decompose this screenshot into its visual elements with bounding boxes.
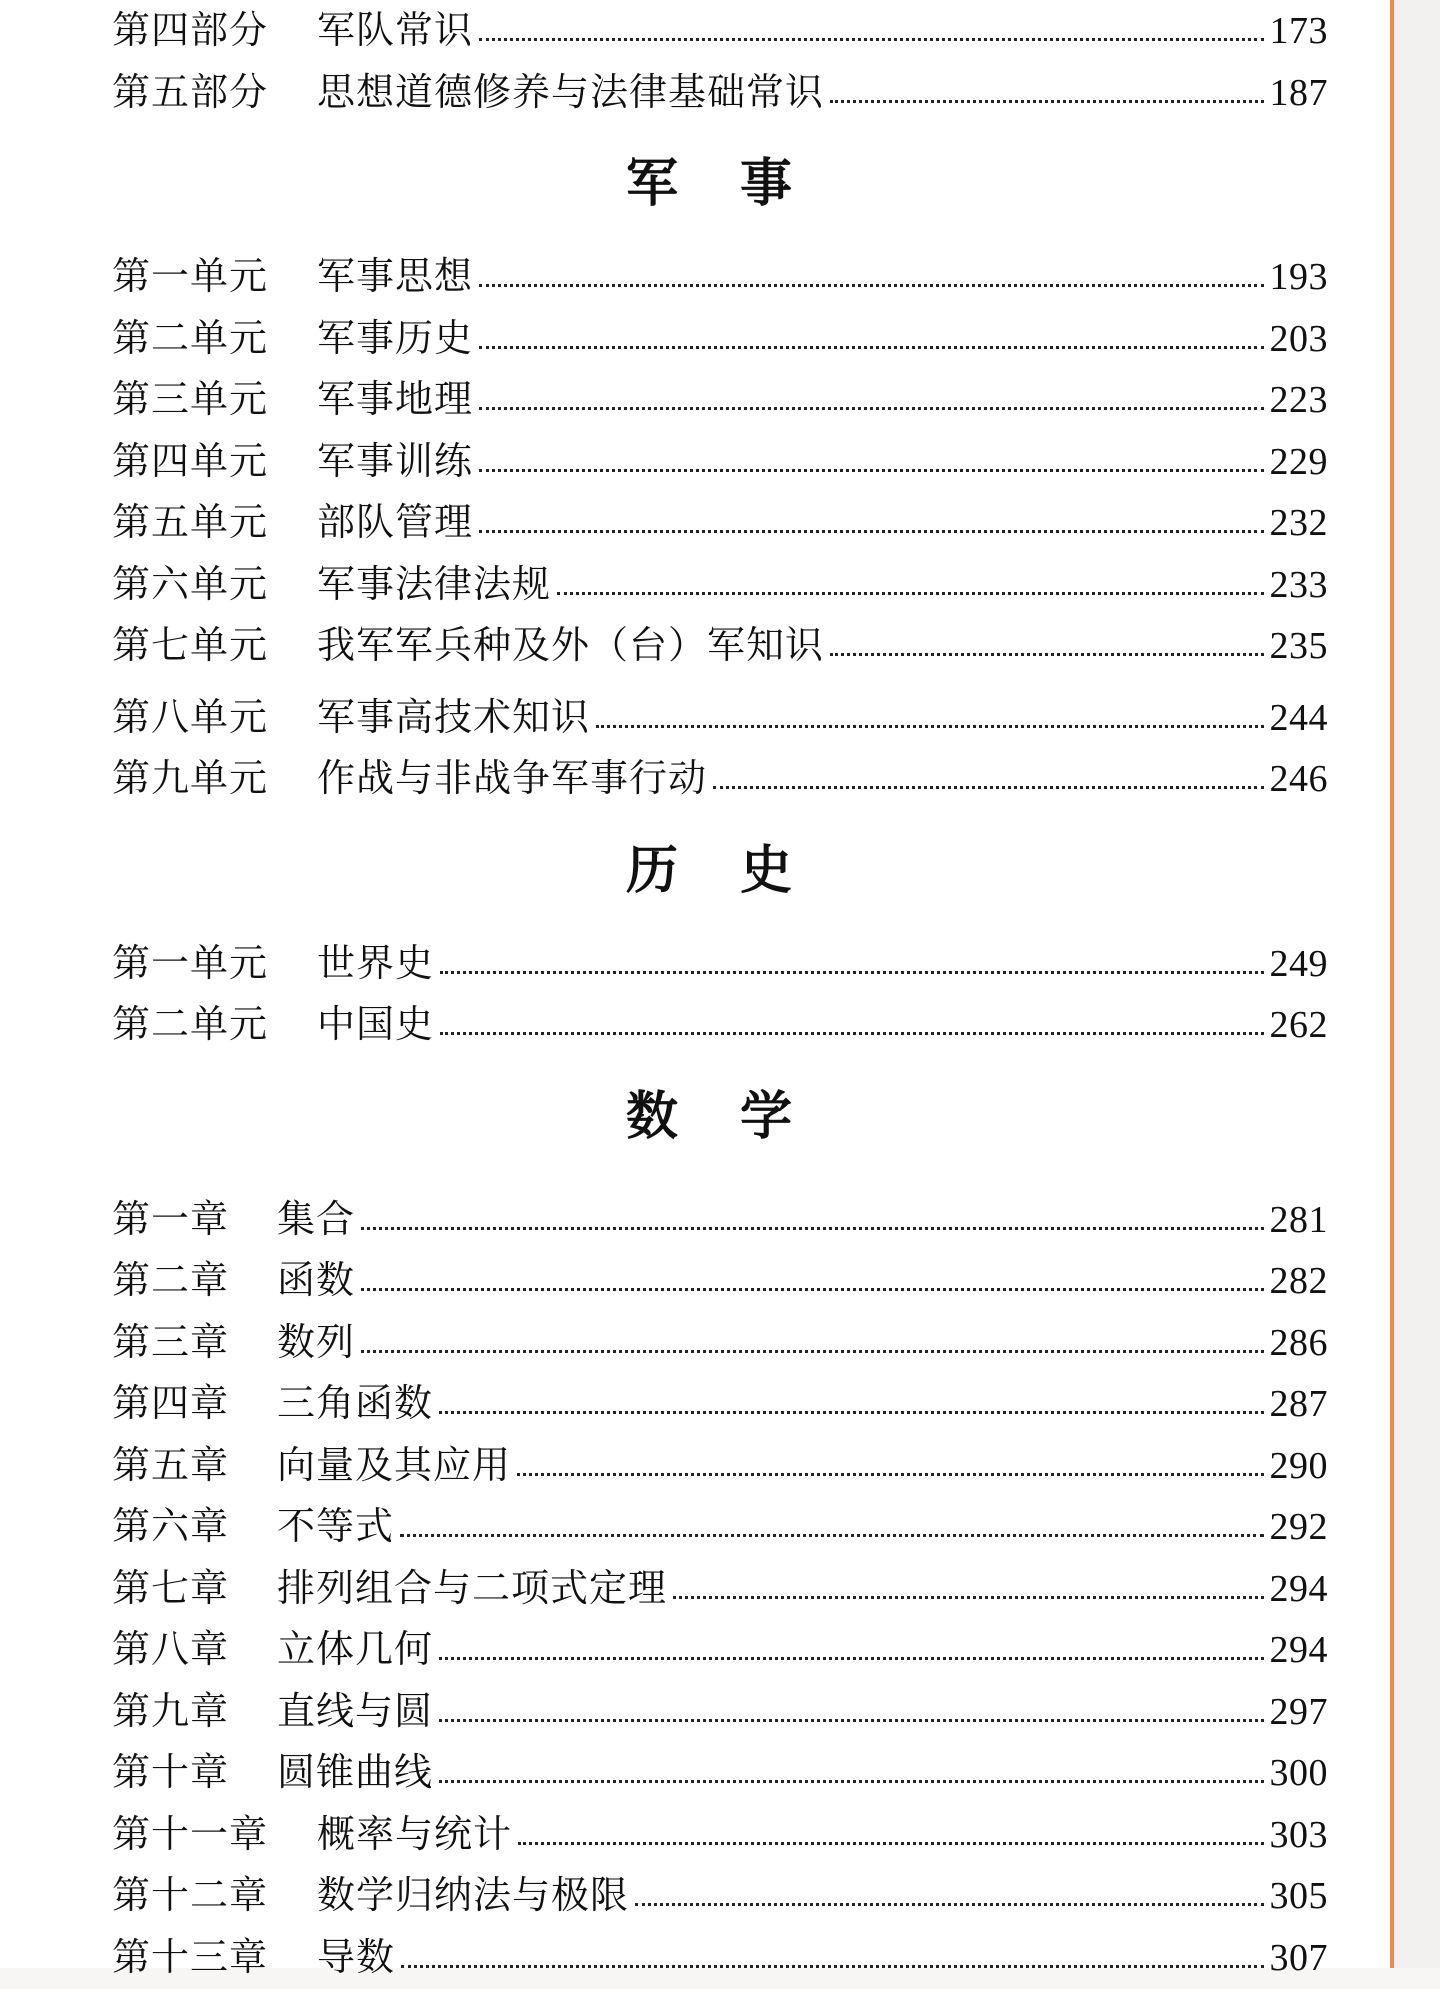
- toc-entry-page: 282: [1270, 1251, 1329, 1313]
- toc-entry[interactable]: [112, 1558, 1328, 1620]
- toc-entry[interactable]: [112, 1312, 1328, 1374]
- toc-entry[interactable]: [112, 246, 1328, 308]
- toc-entry-page: 287: [1270, 1374, 1329, 1436]
- dot-leader: [479, 520, 1263, 533]
- toc-entry-page: 305: [1270, 1866, 1329, 1928]
- toc-entry-title: 直线与圆: [277, 1681, 433, 1743]
- toc-entry-label: 第十章: [112, 1742, 277, 1804]
- dot-leader: [479, 397, 1263, 410]
- toc-entry[interactable]: [112, 1681, 1328, 1743]
- toc-entry[interactable]: [112, 994, 1328, 1056]
- toc-entry-title: 排列组合与二项式定理: [277, 1558, 667, 1620]
- toc-entry-label: 第四单元: [112, 431, 317, 493]
- dot-leader: [479, 28, 1263, 41]
- toc-entry[interactable]: [112, 748, 1328, 810]
- section-heading-math: 数 学: [112, 1056, 1328, 1179]
- toc-entry-title: 集合: [277, 1189, 355, 1251]
- toc-entry-page: 294: [1270, 1620, 1329, 1682]
- toc-entry-page: 303: [1270, 1805, 1329, 1867]
- toc-entry[interactable]: [112, 369, 1328, 431]
- toc-entry-title: 我军军兵种及外（台）军知识: [317, 615, 824, 677]
- dot-leader: [635, 1893, 1263, 1906]
- toc-entry-label: 第六章: [112, 1496, 277, 1558]
- dot-leader: [440, 961, 1263, 974]
- toc-entry[interactable]: [112, 1927, 1328, 1989]
- dot-leader: [830, 643, 1263, 656]
- dot-leader: [830, 90, 1263, 103]
- dot-leader: [361, 1340, 1263, 1353]
- toc-entry-label: 第二章: [112, 1250, 277, 1312]
- toc-entry-title: 三角函数: [277, 1373, 433, 1435]
- toc-entry-page: 235: [1270, 616, 1329, 678]
- toc-entry-page: 244: [1270, 688, 1329, 750]
- toc-entry-title: 军事法律法规: [317, 554, 551, 616]
- page-margin-strip: [1394, 0, 1440, 1968]
- dot-leader: [673, 1586, 1263, 1599]
- toc-entry-label: 第八单元: [112, 687, 317, 749]
- toc-entry[interactable]: [112, 1619, 1328, 1681]
- dot-leader: [518, 1832, 1263, 1845]
- toc-entry-title: 中国史: [317, 994, 434, 1056]
- toc-entry-label: 第五部分: [112, 62, 317, 124]
- toc-entry-page: 173: [1270, 1, 1329, 63]
- toc-entry-title: 思想道德修养与法律基础常识: [317, 62, 824, 124]
- toc-entry-title: 军事历史: [317, 308, 473, 370]
- toc-entry-title: 世界史: [317, 933, 434, 995]
- toc-entry[interactable]: [112, 1250, 1328, 1312]
- dot-leader: [479, 274, 1263, 287]
- toc-entry-title: 作战与非战争军事行动: [317, 748, 707, 810]
- toc-entry-page: 232: [1270, 493, 1329, 555]
- toc-entry-label: 第一单元: [112, 933, 317, 995]
- toc-entry-label: 第一单元: [112, 246, 317, 308]
- toc-entry[interactable]: [112, 1373, 1328, 1435]
- spacer: [112, 1179, 1328, 1189]
- dot-leader: [479, 336, 1263, 349]
- toc-entry-title: 军事地理: [317, 369, 473, 431]
- dot-leader: [479, 459, 1263, 472]
- toc-entry[interactable]: [112, 1804, 1328, 1866]
- toc-entry-page: 300: [1270, 1743, 1329, 1805]
- toc-entry-page: 203: [1270, 309, 1329, 371]
- toc-entry-title: 军事高技术知识: [317, 687, 590, 749]
- toc-entry-label: 第三章: [112, 1312, 277, 1374]
- toc-entry-page: 193: [1270, 247, 1329, 309]
- toc-entry[interactable]: [112, 1865, 1328, 1927]
- toc-entry-label: 第十三章: [112, 1927, 317, 1989]
- toc-entry-page: 297: [1270, 1682, 1329, 1744]
- toc-entry-page: 187: [1270, 63, 1329, 125]
- toc-entry-title: 军队常识: [317, 0, 473, 62]
- dot-leader: [439, 1647, 1263, 1660]
- dot-leader: [517, 1463, 1263, 1476]
- toc-entry[interactable]: [112, 1496, 1328, 1558]
- toc-entry-label: 第十一章: [112, 1804, 317, 1866]
- toc-entry-title: 导数: [317, 1927, 395, 1989]
- toc-entry-page: 229: [1270, 432, 1329, 494]
- toc-entry-title: 不等式: [277, 1496, 394, 1558]
- toc-entry[interactable]: [112, 0, 1328, 62]
- toc-entry-label: 第四部分: [112, 0, 317, 62]
- section-heading-history: 历 史: [112, 810, 1328, 933]
- toc-entry-label: 第九章: [112, 1681, 277, 1743]
- toc-entry-label: 第八章: [112, 1619, 277, 1681]
- dot-leader: [401, 1955, 1263, 1968]
- toc-entry[interactable]: [112, 1435, 1328, 1497]
- dot-leader: [440, 1022, 1263, 1035]
- dot-leader: [557, 582, 1263, 595]
- toc-entry-page: 262: [1270, 995, 1329, 1057]
- toc-entry[interactable]: [112, 687, 1328, 749]
- toc-entry-title: 概率与统计: [317, 1804, 512, 1866]
- dot-leader: [400, 1524, 1263, 1537]
- toc-entry-title: 数学归纳法与极限: [317, 1865, 629, 1927]
- dot-leader: [439, 1770, 1263, 1783]
- dot-leader: [596, 715, 1263, 728]
- toc-entry-label: 第五章: [112, 1435, 277, 1497]
- table-of-contents: [112, 0, 1328, 1988]
- toc-entry-title: 向量及其应用: [277, 1435, 511, 1497]
- toc-entry[interactable]: [112, 308, 1328, 370]
- toc-entry[interactable]: [112, 431, 1328, 493]
- toc-entry-label: 第十二章: [112, 1865, 317, 1927]
- dot-leader: [361, 1278, 1263, 1291]
- toc-entry-page: 307: [1270, 1928, 1329, 1989]
- dot-leader: [361, 1217, 1263, 1230]
- toc-entry-title: 立体几何: [277, 1619, 433, 1681]
- toc-entry-label: 第一章: [112, 1189, 277, 1251]
- toc-entry-label: 第三单元: [112, 369, 317, 431]
- toc-entry-title: 军事训练: [317, 431, 473, 493]
- toc-entry-label: 第二单元: [112, 994, 317, 1056]
- toc-entry-label: 第九单元: [112, 748, 317, 810]
- toc-entry-title: 部队管理: [317, 492, 473, 554]
- toc-entry-page: 249: [1270, 934, 1329, 996]
- toc-entry-page: 233: [1270, 555, 1329, 617]
- toc-entry[interactable]: [112, 492, 1328, 554]
- dot-leader: [713, 776, 1263, 789]
- spacer: [112, 677, 1328, 687]
- toc-entry-page: 290: [1270, 1436, 1329, 1498]
- section-heading-military: 军 事: [112, 123, 1328, 246]
- toc-entry-title: 军事思想: [317, 246, 473, 308]
- toc-entry[interactable]: [112, 615, 1328, 677]
- toc-entry-page: 281: [1270, 1190, 1329, 1252]
- toc-entry-title: 圆锥曲线: [277, 1742, 433, 1804]
- toc-entry-label: 第七章: [112, 1558, 277, 1620]
- toc-entry-title: 函数: [277, 1250, 355, 1312]
- toc-entry-label: 第四章: [112, 1373, 277, 1435]
- toc-entry-label: 第五单元: [112, 492, 317, 554]
- toc-entry[interactable]: [112, 933, 1328, 995]
- toc-entry-page: 223: [1270, 370, 1329, 432]
- toc-entry-page: 294: [1270, 1559, 1329, 1621]
- dot-leader: [439, 1709, 1263, 1722]
- toc-entry-label: 第七单元: [112, 615, 317, 677]
- toc-entry-title: 数列: [277, 1312, 355, 1374]
- toc-entry-page: 246: [1270, 749, 1329, 811]
- toc-entry-page: 286: [1270, 1313, 1329, 1375]
- toc-entry-label: 第二单元: [112, 308, 317, 370]
- dot-leader: [439, 1401, 1263, 1414]
- toc-entry[interactable]: [112, 62, 1328, 124]
- toc-entry-label: 第六单元: [112, 554, 317, 616]
- toc-entry-page: 292: [1270, 1497, 1329, 1559]
- toc-entry[interactable]: [112, 1189, 1328, 1251]
- toc-entry[interactable]: [112, 554, 1328, 616]
- toc-entry[interactable]: [112, 1742, 1328, 1804]
